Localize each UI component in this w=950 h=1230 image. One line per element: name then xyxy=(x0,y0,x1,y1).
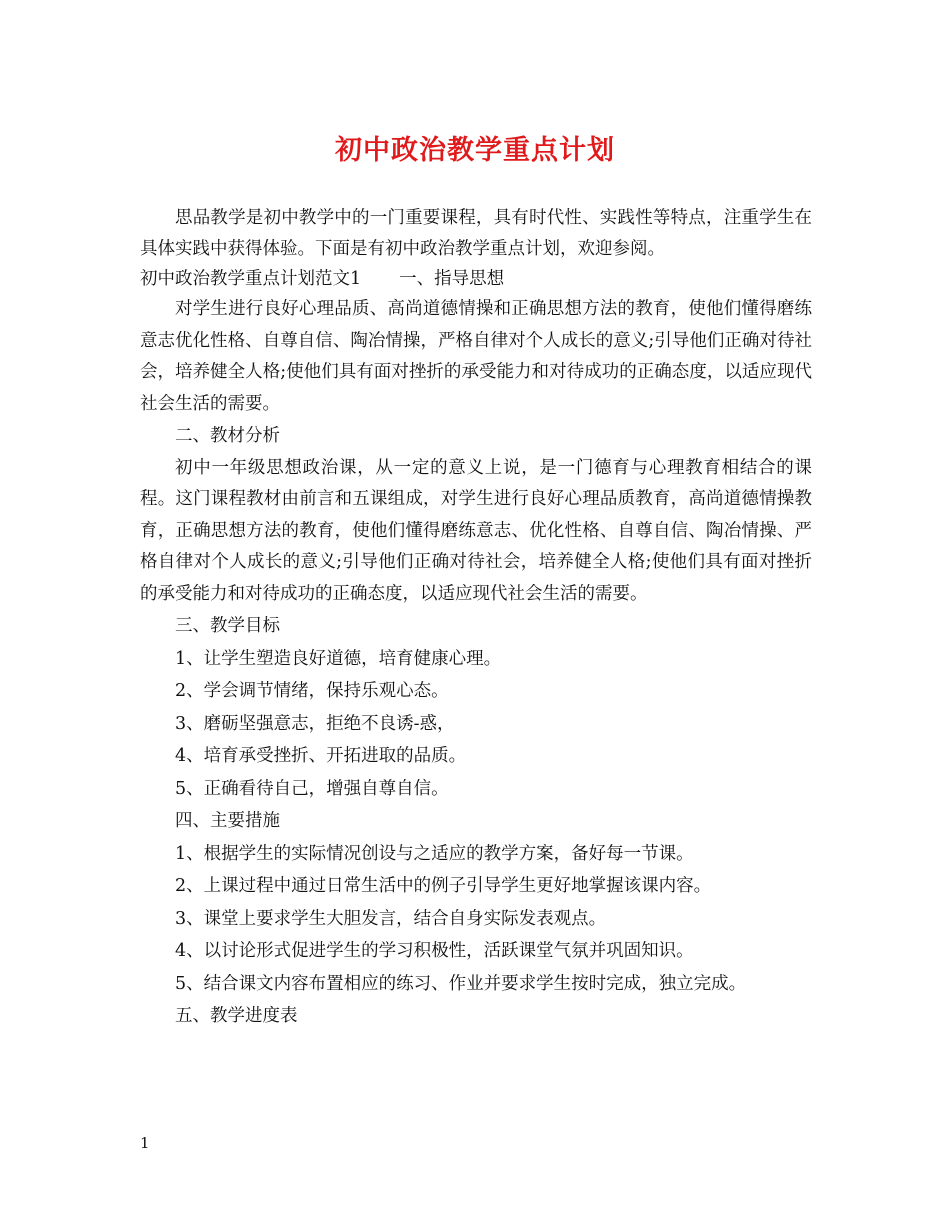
measure-item: 5、结合课文内容布置相应的练习、作业并要求学生按时完成，独立完成。 xyxy=(175,973,747,994)
sample-row xyxy=(140,265,812,294)
measure-item: 1、根据学生的实际情况创设与之适应的教学方案，备好每一节课。 xyxy=(175,843,694,864)
textbook-paragraph: 初中一年级思想政治课，从一定的意义上说，是一门德育与心理教育相结合的课程。这门课程教材由前言和五课组成，对学生进行良好心理品质教育，高尚道德情操教育，正确思想方法的教育，使他们懂得磨练意志、优化性格、自尊自信、陶冶情操、严格自律对个人成长的意义;引导他们正确对待社会，培养健全人格;使他们具有面对挫折的承受能力和对待成功的正确态度，以适应现代社会生活的需要。 xyxy=(140,457,812,604)
goal-item: 5、正确看待自己，增强自尊自信。 xyxy=(175,778,449,799)
document-body xyxy=(140,203,812,1033)
sample-label: 初中政治教学重点计划范文1 xyxy=(140,269,362,289)
goal-item: 2、学会调节情绪，保持乐观心态。 xyxy=(175,681,449,701)
measure-item: 2、上课过程中通过日常生活中的例子引导学生更好地掌握该课内容。 xyxy=(175,876,712,896)
section-heading-measures: 四、主要措施 xyxy=(175,811,280,831)
measure-item: 3、课堂上要求学生大胆发言，结合自身实际发表观点。 xyxy=(175,908,607,929)
section-heading-guiding: 一、指导思想 xyxy=(399,269,505,289)
measure-item: 4、以讨论形式促进学生的学习积极性，活跃课堂气氛并巩固知识。 xyxy=(175,941,694,961)
goal-item: 1、让学生塑造良好道德，培育健康心理。 xyxy=(175,648,502,669)
intro-paragraph: 思品教学是初中教学中的一门重要课程，具有时代性、实践性等特点，注重学生在具体实践中获得体验。下面是有初中政治教学重点计划，欢迎参阅。 xyxy=(140,208,812,259)
goal-item: 4、培育承受挫折、开拓进取的品质。 xyxy=(175,746,467,766)
document-title: 初中政治教学重点计划 xyxy=(335,135,615,166)
section-heading-textbook: 二、教材分析 xyxy=(175,426,280,446)
guiding-paragraph: 对学生进行良好心理品质、高尚道德情操和正确思想方法的教育，使他们懂得磨练意志优化性格、自尊自信、陶冶情操，严格自律对个人成长的意义;引导他们正确对待社会，培养健全人格;使他们具有面对挫折的承受能力和对待成功的正确态度，以适应现代社会生活的需要。 xyxy=(140,299,812,414)
goal-item: 3、磨砺坚强意志，拒绝不良诱-惑， xyxy=(175,713,455,734)
section-heading-goals: 三、教学目标 xyxy=(175,616,280,636)
section-heading-schedule: 五、教学进度表 xyxy=(175,1006,298,1026)
page-number: 1 xyxy=(140,1134,150,1152)
